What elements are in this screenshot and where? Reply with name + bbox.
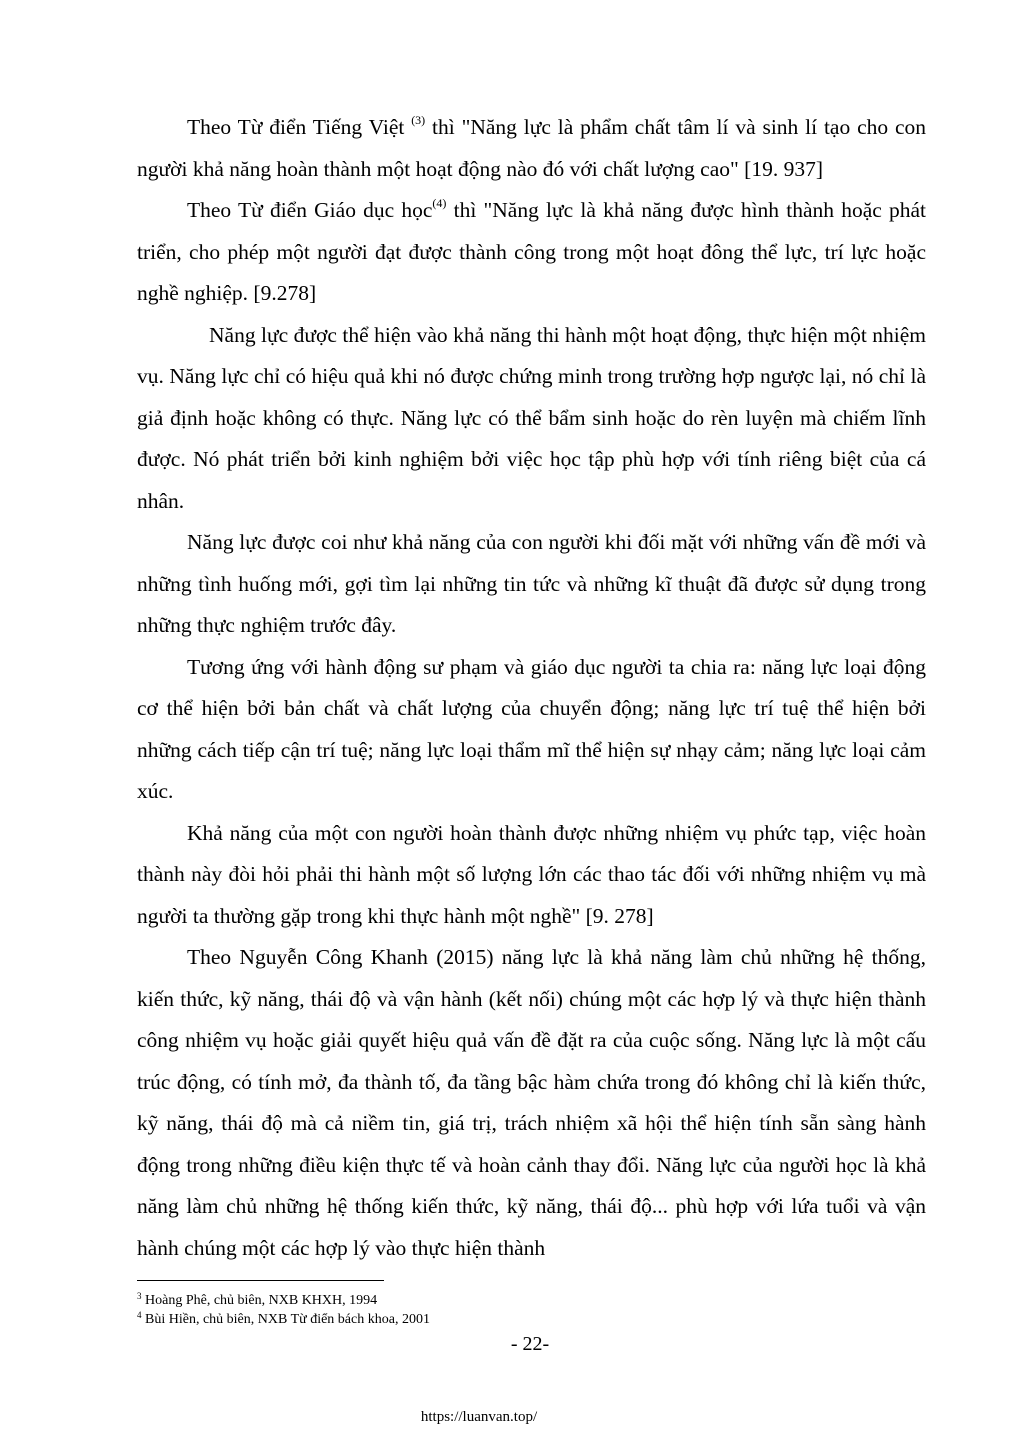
footnote-3-text: Hoàng Phê, chủ biên, NXB KHXH, 1994 <box>141 1293 378 1308</box>
paragraph-5: Tương ứng với hành động sư phạm và giáo dục người ta chia ra: năng lực loại động cơ thể hiện bởi bản chất và chất lượng của chuyển động; năng lực trí tuệ thể hiện bởi những cách tiếp cận trí tuệ; năng lực loại thẩm mĩ thể hiện sự nhạy cảm; năng lực loại cảm xúc. <box>137 654 926 803</box>
footnote-ref-4: (4) <box>432 196 447 210</box>
paragraph-2-text-end: thì "Năng lực là khả năng được hình thành hoặc phát triển, cho phép một người đạt được thành công trong một hoạt đông thể lực, trí lực hoặc nghề nghiệp. [9.278] <box>137 198 926 305</box>
paragraph-3: Năng lực được thể hiện vào khả năng thi hành một hoạt động, thực hiện một nhiệm vụ. Năng lực chỉ có hiệu quả khi nó được chứng minh trong trường hợp ngược lại, nó chỉ là giả định hoặc không có thực. Năng lực có thể bẩm sinh hoặc do rèn luyện mà chiếm lĩnh được. Nó phát triển bởi kinh nghiệm bởi việc học tập phù hợp với tính riêng biệt của cá nhân. <box>137 322 926 513</box>
footnote-ref-3: (3) <box>411 113 426 127</box>
footnote-3 <box>137 1291 737 1310</box>
footnote-4-text: Bùi Hiền, chủ biên, NXB Từ điển bách khoa, 2001 <box>141 1312 430 1327</box>
body-text <box>137 107 926 1269</box>
paragraph-4: Năng lực được coi như khả năng của con người khi đối mặt với những vấn đề mới và những tình huống mới, gợi tìm lại những tin tức và những kĩ thuật đã được sử dụng trong những thực nghiệm trước đây. <box>137 530 926 637</box>
paragraph-1 <box>137 107 926 190</box>
paragraph-2-text-start: Theo Từ điển Giáo dục học <box>187 198 433 222</box>
paragraph-2 <box>137 190 926 315</box>
footnote-4 <box>137 1310 737 1329</box>
paragraph-1-text-start: Theo Từ điển Tiếng Việt <box>187 115 412 139</box>
page-number: - 22- <box>510 1333 550 1355</box>
paragraph-6: Khả năng của một con người hoàn thành được những nhiệm vụ phức tạp, việc hoàn thành này đòi hỏi phải thi hành một số lượng lớn các thao tác đối với những nhiệm vụ mà người ta thường gặp trong khi thực hành một nghề" [9. 278] <box>137 820 926 928</box>
footnotes <box>137 1291 737 1329</box>
footnote-4-mark: 4 <box>137 1310 142 1320</box>
footnote-3-mark: 3 <box>137 1291 142 1301</box>
paragraph-1-text-end: thì "Năng lực là phẩm chất tâm lí và sinh lí tạo cho con người khả năng hoàn thành một hoạt động nào đó với chất lượng cao" [19. 937] <box>137 115 927 181</box>
site-url[interactable]: https://luanvan.top/ <box>420 1409 538 1425</box>
paragraph-7: Theo Nguyễn Công Khanh (2015) năng lực là khả năng làm chủ những hệ thống, kiến thức, kỹ năng, thái độ và vận hành (kết nối) chúng một các hợp lý và thực hiện thành công nhiệm vụ hoặc giải quyết hiệu quả vấn đề đặt ra của cuộc sống. Năng lực là một cấu trúc động, có tính mở, đa thành tố, đa tầng bậc hàm chứa trong đó không chỉ là kiến thức, kỹ năng, thái độ mà cả niềm tin, giá trị, trách nhiệm xã hội thể hiện tính sẵn sàng hành động trong những điều kiện thực tế và hoàn cảnh thay đổi. Năng lực của người học là khả năng làm chủ những hệ thống kiến thức, kỹ năng, thái độ... phù hợp với lứa tuổi và vận hành chúng một các hợp lý vào thực hiện thành <box>137 945 926 1260</box>
footnote-divider <box>137 1280 384 1281</box>
